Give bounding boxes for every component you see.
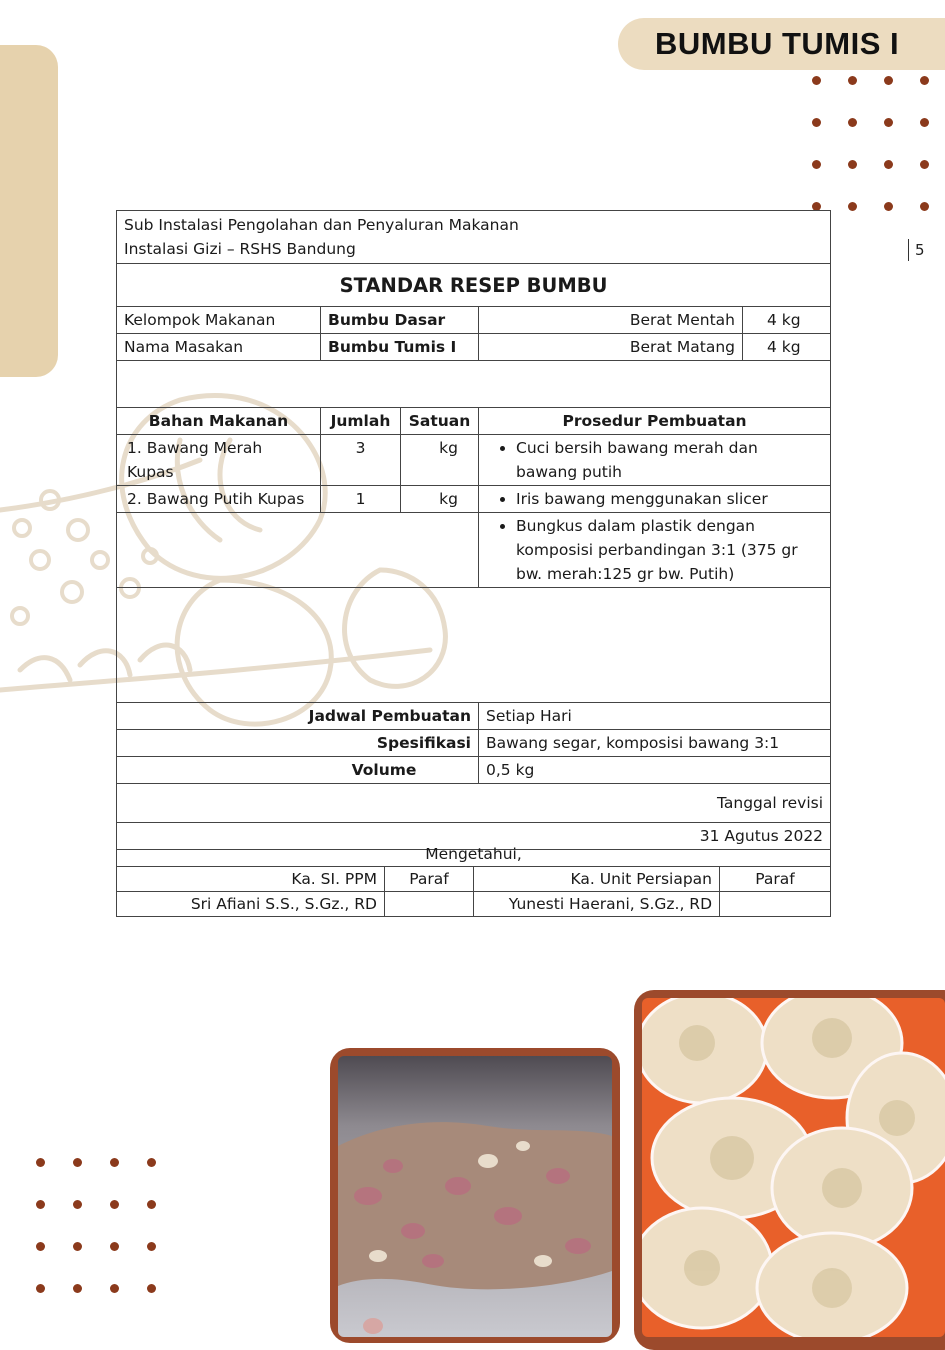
kelompok-label: Kelompok Makanan (117, 307, 321, 334)
approval-table (116, 842, 831, 917)
institution-cell (117, 211, 831, 264)
col-satuan-header: Satuan (401, 408, 479, 435)
revision-date: 31 Agutus 2022 (117, 823, 831, 850)
jadwal-label: Jadwal Pembuatan (117, 703, 479, 730)
doc-title: STANDAR RESEP BUMBU (117, 264, 831, 307)
mengetahui-label: Mengetahui, (117, 842, 831, 867)
col-prosedur-header: Prosedur Pembuatan (479, 408, 831, 435)
recipe-standard-table (116, 210, 831, 850)
procedure-step-text: • Iris bawang menggunakan slicer (516, 487, 823, 511)
page-title: BUMBU TUMIS I (655, 26, 900, 61)
signatory-name-1: Sri Afiani S.S., S.Gz., RD (117, 892, 385, 917)
berat-matang-label: Berat Matang (479, 334, 743, 361)
berat-mentah-value: 4 kg (743, 307, 831, 334)
col-bahan-header: Bahan Makanan (117, 408, 321, 435)
volume-value: 0,5 kg (479, 757, 831, 784)
procedure-step-text: • Bungkus dalam plastik dengan komposisi perbandingan 3:1 (375 gr bw. merah:125 gr bw. Putih) (516, 514, 823, 586)
ingredient-name: 2. Bawang Putih Kupas (117, 486, 321, 513)
institution-line-1: Sub Instalasi Pengolahan dan Penyaluran Makanan (124, 216, 519, 234)
berat-mentah-label: Berat Mentah (479, 307, 743, 334)
spacer-row (117, 588, 831, 703)
paraf-1-label: Paraf (385, 867, 474, 892)
photo-packed-onions (642, 998, 945, 1337)
page-number: 5 (908, 239, 925, 261)
spesifikasi-value: Bawang segar, komposisi bawang 3:1 (479, 730, 831, 757)
ingredient-unit: kg (401, 435, 479, 486)
ingredient-qty: 3 (321, 435, 401, 486)
berat-matang-value: 4 kg (743, 334, 831, 361)
revision-label: Tanggal revisi (117, 784, 831, 823)
procedure-step (479, 486, 831, 513)
institution-line-2: Instalasi Gizi – RSHS Bandung (124, 240, 356, 258)
kelompok-value: Bumbu Dasar (321, 307, 479, 334)
volume-label: Volume (117, 757, 479, 784)
procedure-step (479, 435, 831, 486)
ingredient-unit: kg (401, 486, 479, 513)
empty-ingredient-cell (117, 513, 479, 588)
col-jumlah-header: Jumlah (321, 408, 401, 435)
paraf-2-label: Paraf (720, 867, 831, 892)
paraf-1-box (385, 892, 474, 917)
signatory-name-2: Yunesti Haerani, S.Gz., RD (474, 892, 720, 917)
nama-value: Bumbu Tumis I (321, 334, 479, 361)
procedure-step (479, 513, 831, 588)
procedure-step-text: • Cuci bersih bawang merah dan bawang putih (516, 436, 823, 484)
spacer-row (117, 361, 831, 408)
nama-label: Nama Masakan (117, 334, 321, 361)
role-ka-unit-persiapan: Ka. Unit Persiapan (474, 867, 720, 892)
ingredient-qty: 1 (321, 486, 401, 513)
paraf-2-box (720, 892, 831, 917)
jadwal-value: Setiap Hari (479, 703, 831, 730)
photo-sliced-onions (338, 1056, 612, 1337)
side-tab-decoration (0, 45, 58, 377)
role-ka-si-ppm: Ka. SI. PPM (117, 867, 385, 892)
spesifikasi-label: Spesifikasi (117, 730, 479, 757)
ingredient-name: 1. Bawang Merah Kupas (117, 435, 321, 486)
